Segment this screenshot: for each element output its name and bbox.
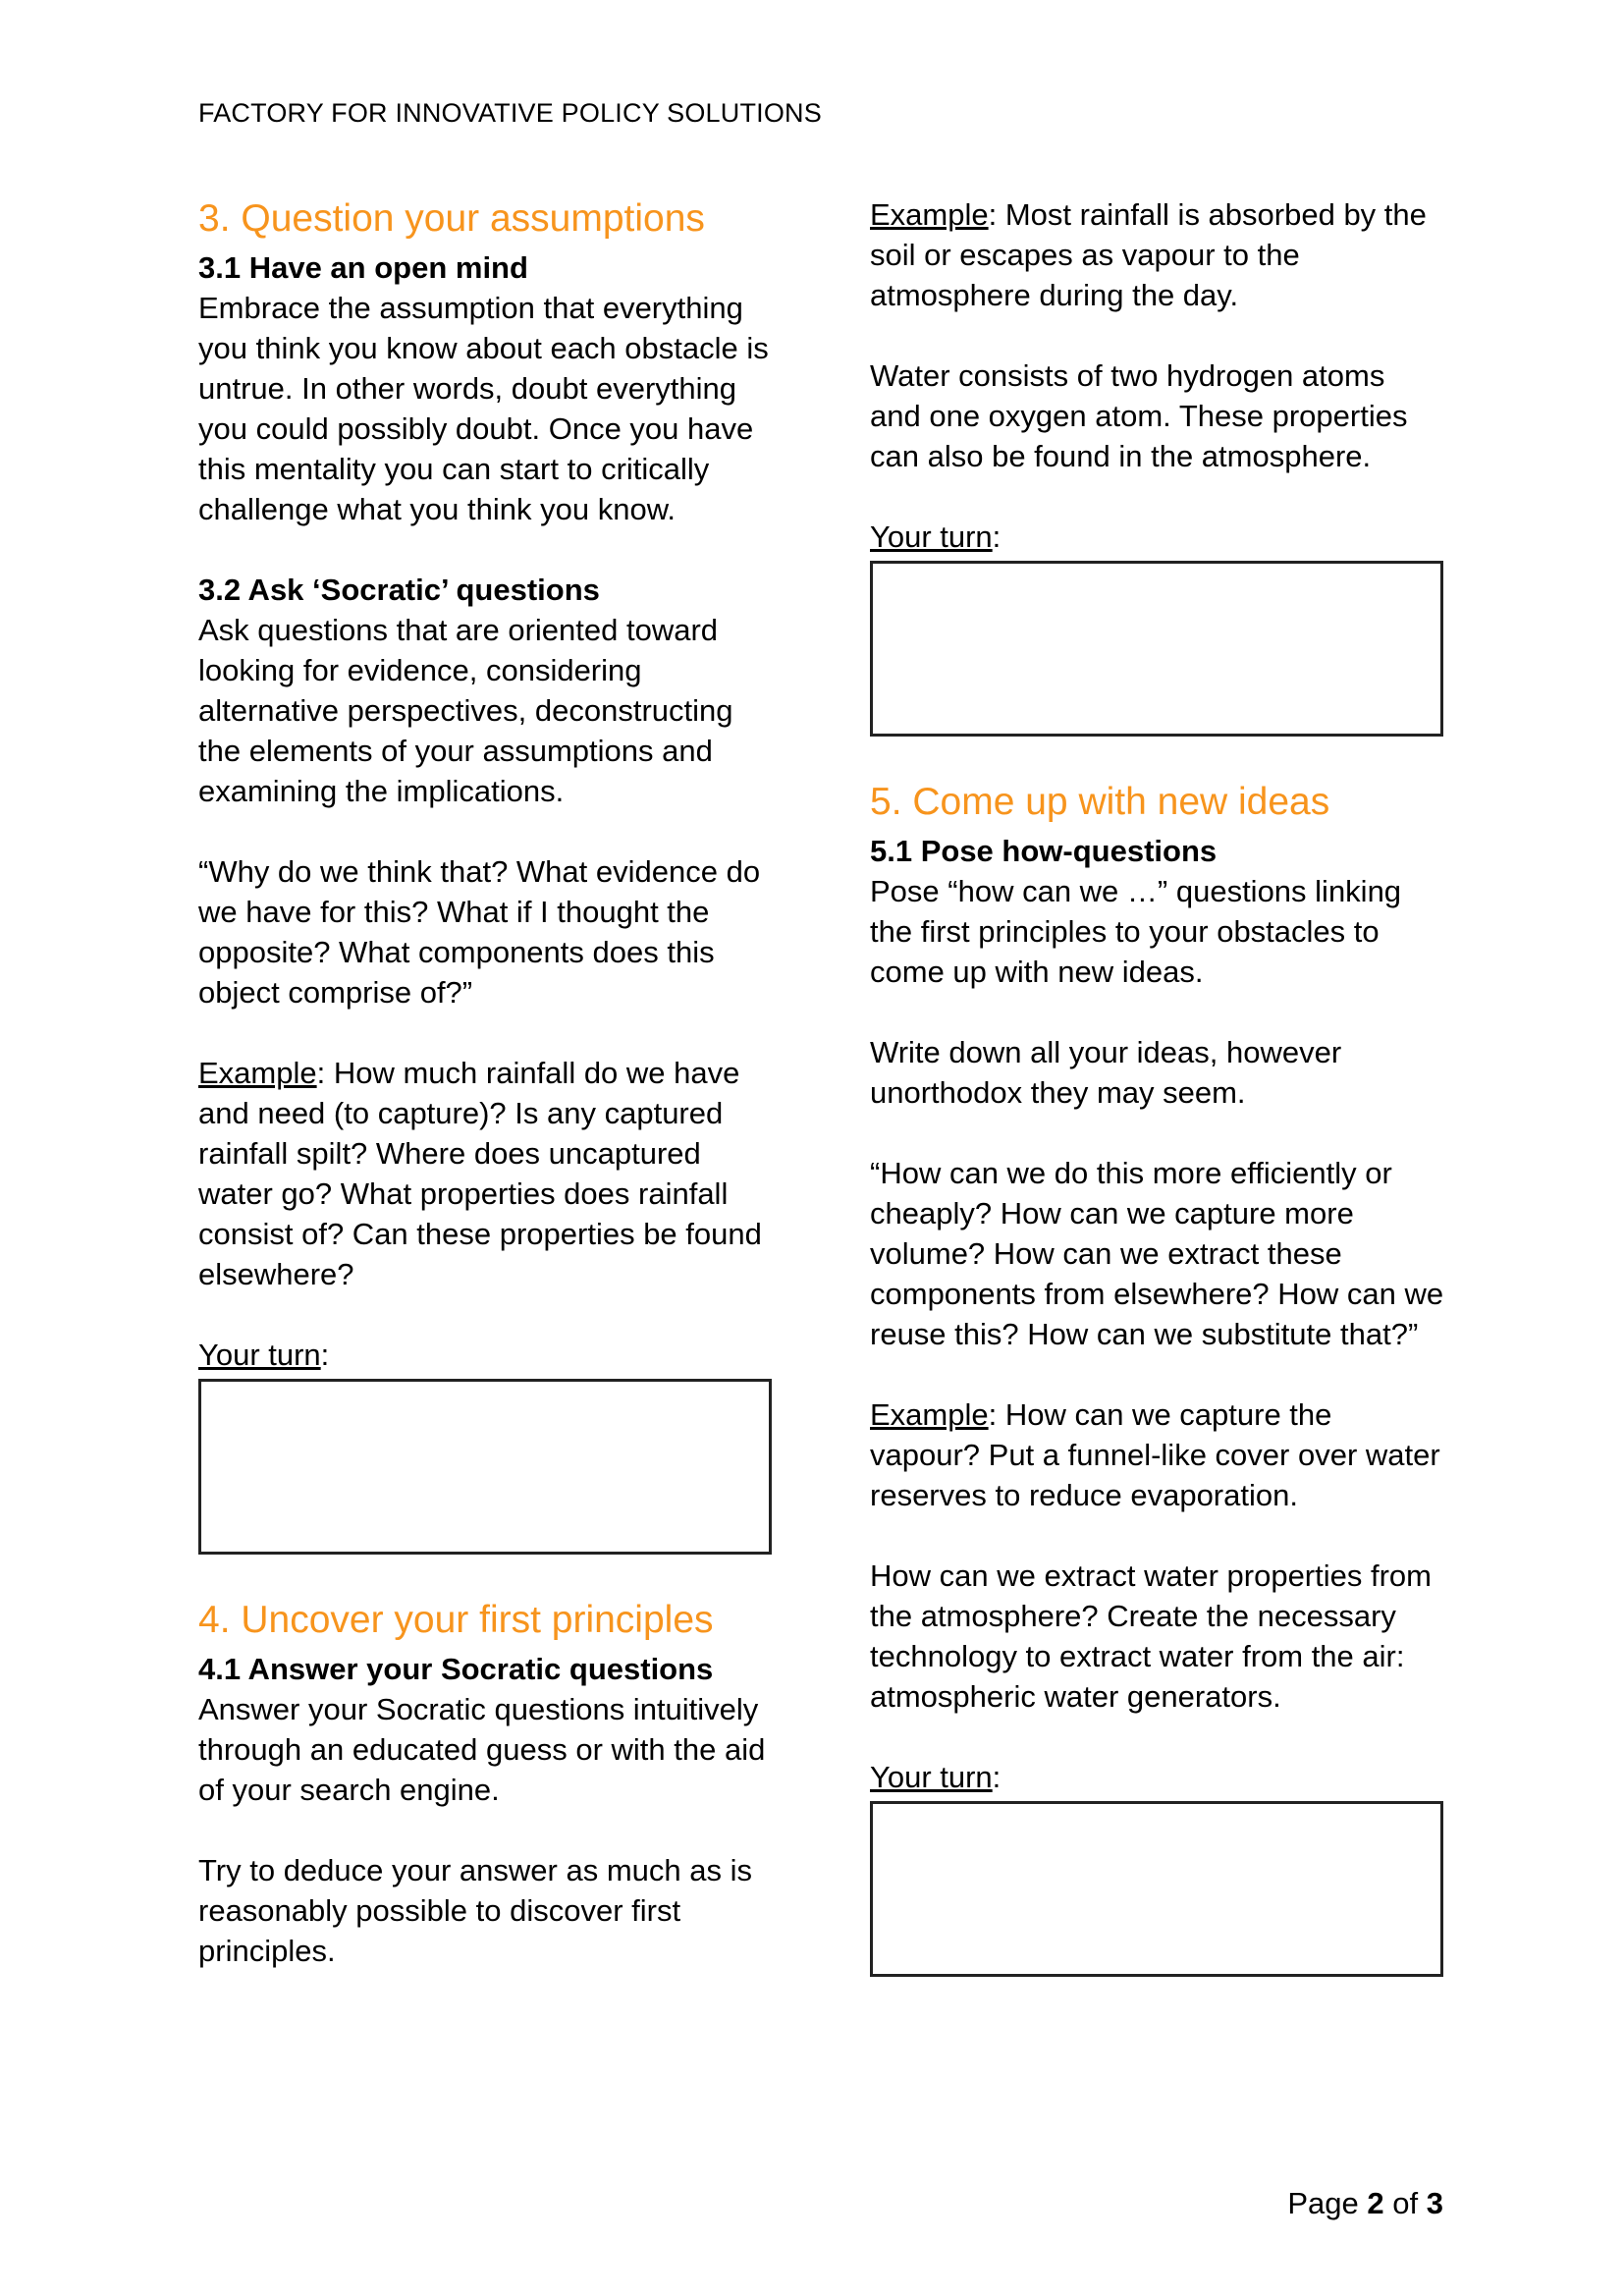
deduce-text — [198, 1850, 778, 1971]
page-word: Page — [1287, 2186, 1359, 2220]
subsection-5-1-text — [870, 871, 1449, 992]
page-current: 2 — [1367, 2186, 1384, 2220]
of-word: of — [1392, 2186, 1419, 2220]
right-column — [870, 194, 1449, 1977]
subsection-4-1-text — [198, 1689, 778, 1810]
section-5-example — [870, 1394, 1449, 1515]
example-text: : How much rainfall do we have — [316, 1056, 740, 1090]
text-line: atmospheric water generators. — [870, 1679, 1281, 1714]
text-line: water go? What properties does rainfall — [198, 1176, 729, 1211]
socratic-quote — [198, 851, 778, 1012]
your-turn-box-section-3[interactable] — [198, 1379, 772, 1555]
text-line: looking for evidence, considering — [198, 653, 642, 687]
text-line: volume? How can we extract these — [870, 1236, 1342, 1271]
text-line: technology to extract water from the air: — [870, 1639, 1405, 1673]
text-line: principles. — [198, 1934, 336, 1968]
your-turn-box-section-4[interactable] — [870, 561, 1443, 737]
page-number — [1287, 2186, 1443, 2221]
subsection-3-1-text — [198, 288, 778, 529]
text-line: opposite? What components does this — [198, 935, 715, 969]
text-line: vapour? Put a funnel-like cover over water — [870, 1438, 1440, 1472]
text-line: cheaply? How can we capture more — [870, 1196, 1354, 1230]
extract-text — [870, 1556, 1449, 1717]
subsection-5-1-title: 5.1 Pose how-questions — [870, 834, 1218, 868]
text-line: examining the implications. — [198, 774, 565, 808]
text-line: and one oxygen atom. These properties — [870, 399, 1408, 433]
text-line: object comprise of?” — [198, 975, 473, 1010]
text-line: components from elsewhere? How can we — [870, 1277, 1444, 1311]
text-line: the first principles to your obstacles to — [870, 914, 1380, 949]
text-line: reserves to reduce evaporation. — [870, 1478, 1298, 1512]
subsection-3-2-text — [198, 610, 778, 811]
text-line: untrue. In other words, doubt everything — [198, 371, 736, 406]
text-line: soil or escapes as vapour to the — [870, 238, 1300, 272]
text-line: Water consists of two hydrogen atoms — [870, 358, 1385, 393]
text-line: Answer your Socratic questions intuitively — [198, 1692, 759, 1726]
text-line: through an educated guess or with the aid — [198, 1732, 766, 1767]
text-line: elsewhere? — [198, 1257, 354, 1291]
text-line: unorthodox they may seem. — [870, 1075, 1246, 1110]
example-label: Example — [870, 1397, 989, 1432]
text-line: the elements of your assumptions and — [198, 734, 713, 768]
text-line: “How can we do this more efficiently or — [870, 1156, 1392, 1190]
text-line: can also be found in the atmosphere. — [870, 439, 1372, 473]
text-line: rainfall spilt? Where does uncaptured — [198, 1136, 701, 1171]
your-turn-text: Your turn — [870, 519, 993, 554]
text-line: of your search engine. — [198, 1773, 500, 1807]
text-line: reasonably possible to discover first — [198, 1893, 681, 1928]
text-line: the atmosphere? Create the necessary — [870, 1599, 1396, 1633]
text-line: How can we extract water properties from — [870, 1558, 1432, 1593]
subsection-3-2-title: 3.2 Ask ‘Socratic’ questions — [198, 573, 600, 607]
section-3-title: 3. Question your assumptions — [198, 197, 705, 240]
document-header: FACTORY FOR INNOVATIVE POLICY SOLUTIONS — [198, 98, 822, 128]
colon: : — [992, 519, 1001, 554]
section-4-title: 4. Uncover your first principles — [198, 1599, 714, 1641]
example-label: Example — [198, 1056, 317, 1090]
section-4-example — [870, 194, 1449, 315]
your-turn-text: Your turn — [198, 1338, 321, 1372]
text-line: this mentality you can start to critically — [198, 452, 710, 486]
section-3-example — [198, 1053, 778, 1294]
your-turn-label — [198, 1335, 778, 1375]
text-line: and need (to capture)? Is any captured — [198, 1096, 724, 1130]
text-line: Ask questions that are oriented toward — [198, 613, 719, 647]
example-text: : Most rainfall is absorbed by the — [988, 197, 1427, 232]
text-line: you think you know about each obstacle is — [198, 331, 769, 365]
text-line — [198, 1053, 778, 1093]
text-line: Embrace the assumption that everything — [198, 291, 743, 325]
write-down-text — [870, 1032, 1449, 1113]
text-line: you could possibly doubt. Once you have — [198, 411, 754, 446]
section-5-title: 5. Come up with new ideas — [870, 781, 1330, 823]
text-line: come up with new ideas. — [870, 955, 1204, 989]
your-turn-label — [870, 1757, 1449, 1797]
text-line — [870, 194, 1449, 235]
how-quote — [870, 1153, 1449, 1354]
subsection-4-1-title: 4.1 Answer your Socratic questions — [198, 1652, 714, 1686]
example-text: : How can we capture the — [988, 1397, 1332, 1432]
your-turn-text: Your turn — [870, 1760, 993, 1794]
text-line — [870, 1394, 1449, 1435]
text-line: Try to deduce your answer as much as is — [198, 1853, 752, 1887]
colon: : — [320, 1338, 330, 1372]
page-total: 3 — [1426, 2186, 1443, 2220]
text-line: atmosphere during the day. — [870, 278, 1239, 312]
left-column — [198, 194, 778, 1971]
colon: : — [992, 1760, 1001, 1794]
text-line: we have for this? What if I thought the — [198, 895, 710, 929]
water-text — [870, 355, 1449, 476]
text-line: challenge what you think you know. — [198, 492, 676, 526]
example-label: Example — [870, 197, 989, 232]
text-line: alternative perspectives, deconstructing — [198, 693, 733, 728]
text-line: Pose “how can we …” questions linking — [870, 874, 1402, 908]
text-line: Write down all your ideas, however — [870, 1035, 1342, 1069]
text-line: reuse this? How can we substitute that?” — [870, 1317, 1419, 1351]
your-turn-label — [870, 517, 1449, 557]
text-line: consist of? Can these properties be found — [198, 1217, 762, 1251]
text-line: “Why do we think that? What evidence do — [198, 854, 761, 889]
subsection-3-1-title: 3.1 Have an open mind — [198, 250, 528, 285]
your-turn-box-section-5[interactable] — [870, 1801, 1443, 1977]
